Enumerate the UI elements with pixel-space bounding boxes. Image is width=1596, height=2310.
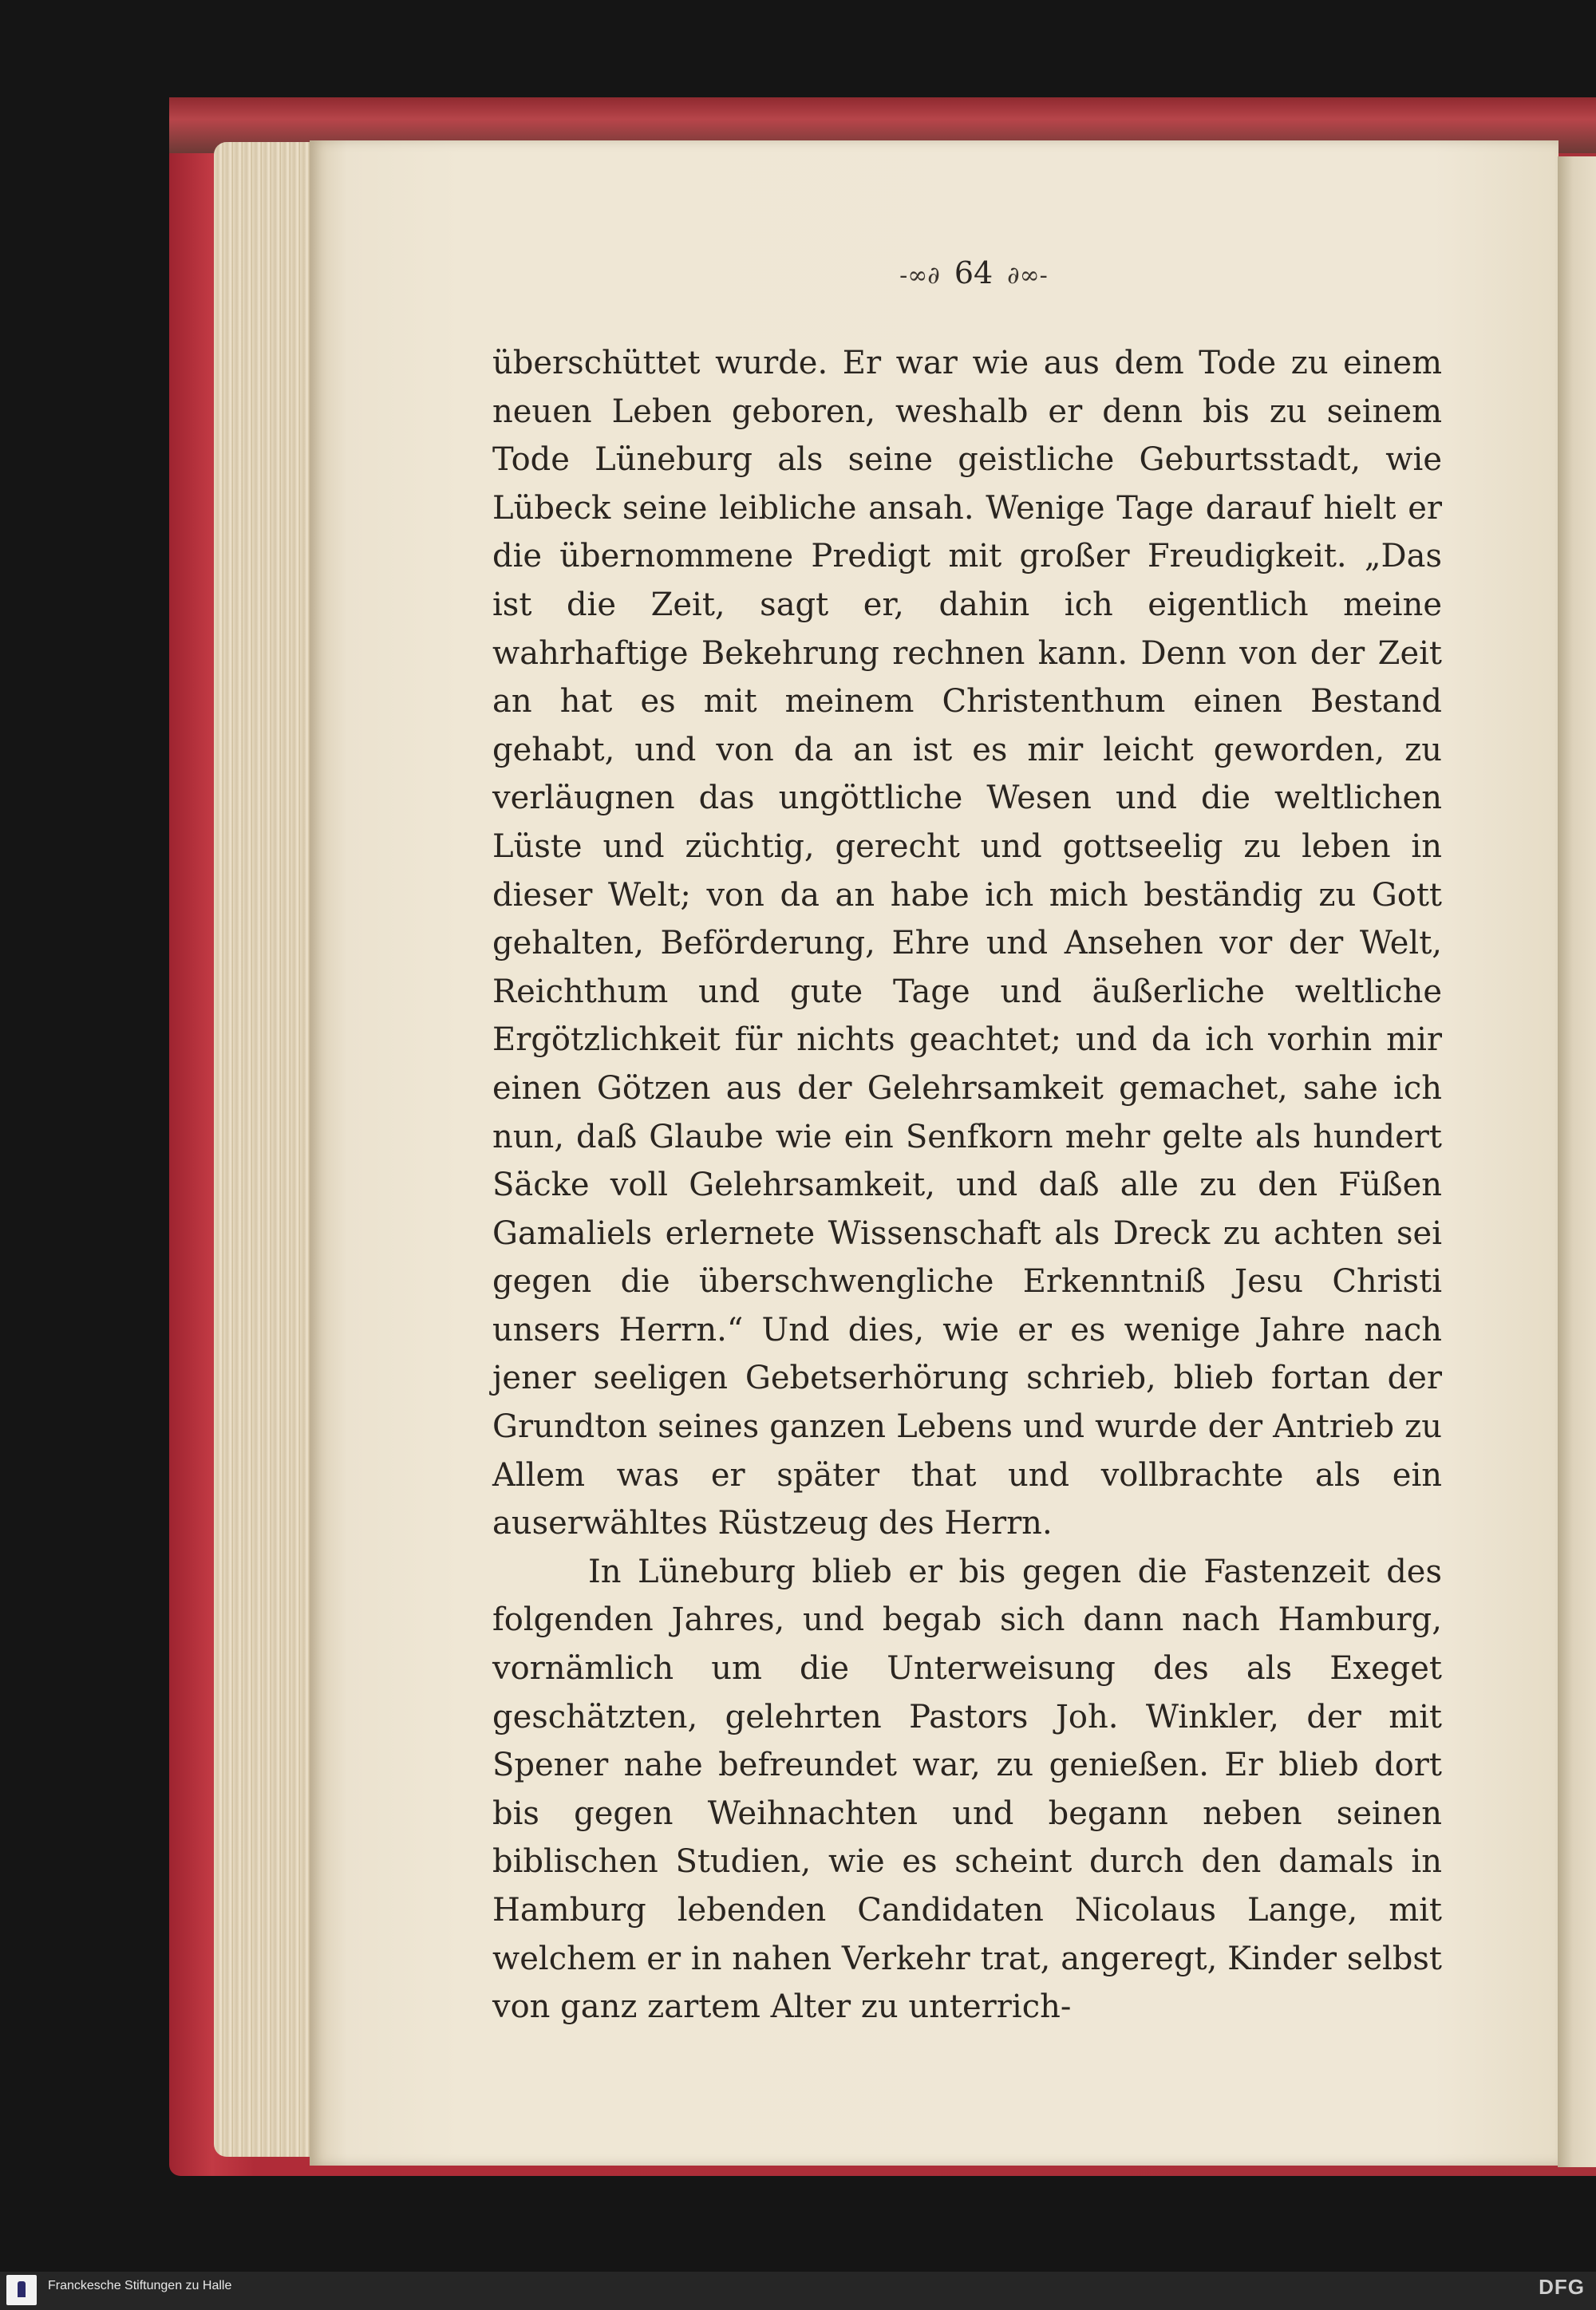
paragraph-1: überschüttet wurde. Er war wie aus dem Tode zu einem neuen Leben geboren, weshalb er denn bis zu seinem Tode Lüneburg als seine geistliche Geburtsstadt, wie Lübeck seine leibliche ansah. Wenige Tage darauf hielt er die übernommene Predigt mit großer Freudigkeit. „Das ist die Zeit, sagt er, dahin ich eigentlich meine wahrhaftige Bekehrung rechnen kann. Denn von der Zeit an hat es mit meinem Christenthum einen Bestand gehabt, und von da an ist es mir leicht geworden, zu verläugnen das ungöttliche Wesen und die weltlichen Lüste und züchtig, gerecht und gottseelig zu leben in dieser Welt; von da an habe ich mich beständig zu Gott gehalten, Beförderung, Ehre und Ansehen vor der Welt, Reichthum und gute Tage und äußerliche weltliche Ergötzlichkeit für nichts geachtet; und da ich vorhin mir einen Götzen aus der Gelehrsamkeit gemachet, sahe ich nun, daß Glaube wie ein Senfkorn mehr gelte als hundert Säcke voll Gelehrsamkeit, und daß alle zu den Füßen Gamaliels erlernete Wissenschaft als Dreck zu achten sei gegen die überschwengliche Erkenntniß Jesu Christi unsers Herrn.“ Und dies, wie er es wenige Jahre nach jener seeligen Gebetserhörung schrieb, blieb fortan der Grundton seines ganzen Lebens und wurde der Antrieb zu Allem was er später that und vollbrachte als ein auserwähltes Rüstzeug des Herrn. (492, 345, 1442, 1542)
facing-page-edge (1558, 156, 1596, 2167)
paragraph-2: In Lüneburg blieb er bis gegen die Fastenzeit des folgenden Jahres, und begab sich dann nach Hamburg, vornämlich um die Unterweisung des als Exeget geschätzten, gelehrten Pastors Joh. Winkler, der mit Spener nahe befreundet war, zu genießen. Er blieb dort bis gegen Weihnachten und begann neben seinen biblischen Studien, wie es scheint durch den damals in Hamburg lebenden Candidaten Nicolaus Lange, mit welchem er in nahen Verkehr trat, angeregt, Kinder selbst von ganz zartem Alter zu unterrich- (492, 1553, 1442, 2026)
page-header (854, 255, 1093, 303)
page-edges (214, 142, 318, 2157)
institution-name[interactable]: Franckesche Stiftungen zu Halle (48, 2279, 232, 2292)
funder-logo[interactable]: DFG (1539, 2275, 1585, 2299)
viewer-footer (0, 2272, 1596, 2310)
institution-logo-icon[interactable] (6, 2275, 37, 2305)
right-ornament-icon: ∂∞- (1007, 262, 1048, 290)
page-body (492, 339, 1442, 2032)
left-ornament-icon: -∞∂ (899, 262, 940, 290)
page-number: 64 (954, 255, 994, 290)
